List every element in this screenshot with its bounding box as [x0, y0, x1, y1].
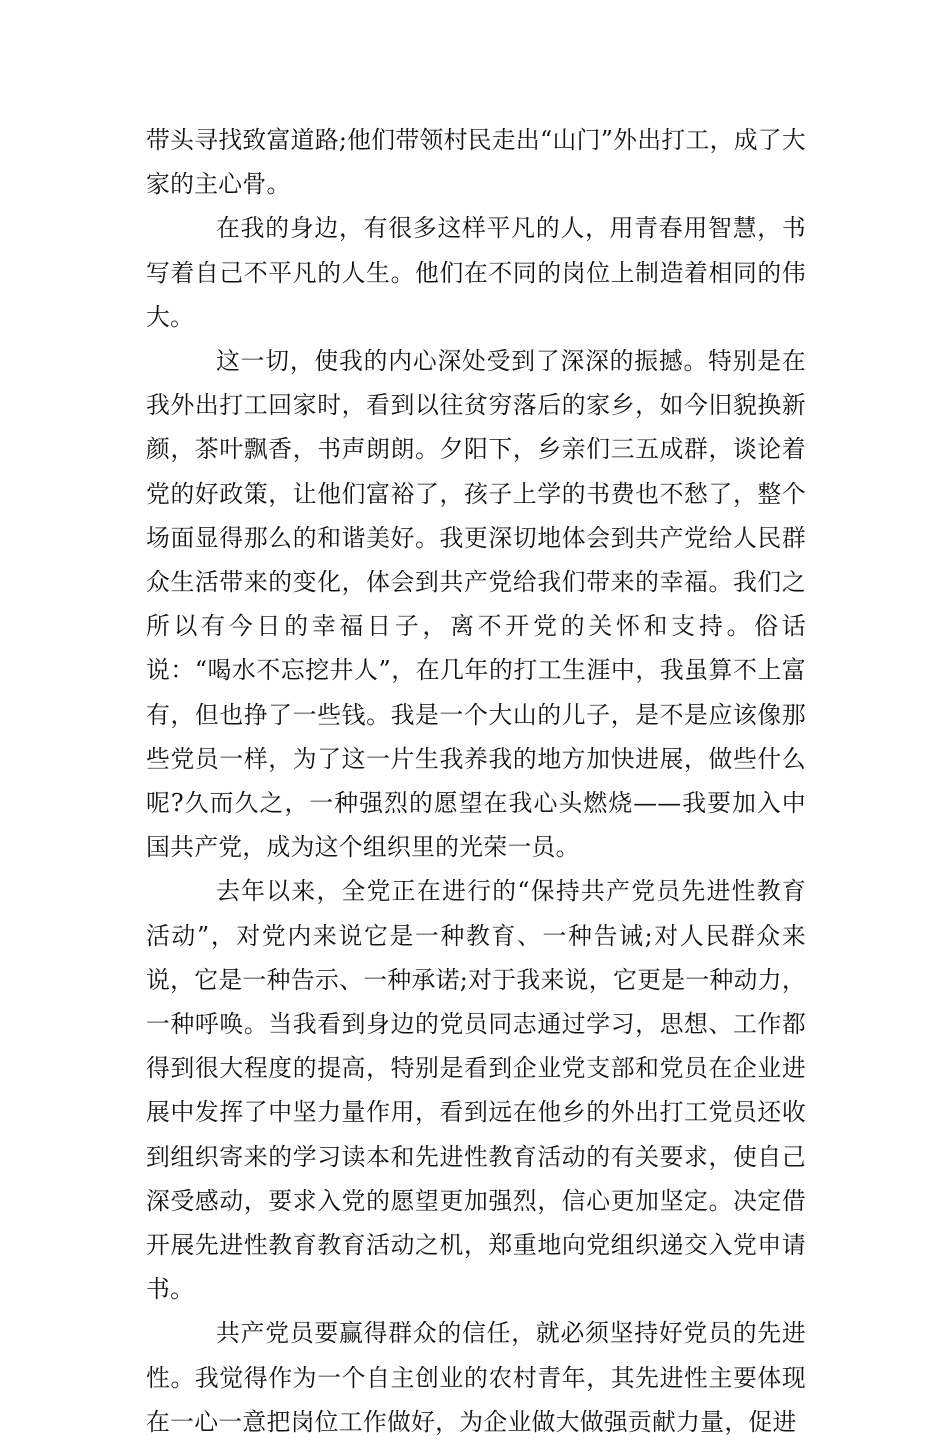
paragraph-1: 带头寻找致富道路;他们带领村民走出“山门”外出打工，成了大家的主心骨。: [146, 126, 806, 199]
paragraph-2: 在我的身边，有很多这样平凡的人，用青春用智慧，书写着自己不平凡的人生。他们在不同的岗位上制造着相同的伟大。: [146, 214, 806, 331]
paragraph-3: 这一切，使我的内心深处受到了深深的振撼。特别是在我外出打工回家时，看到以往贫穷落后的家乡，如今旧貌换新颜，茶叶飘香，书声朗朗。夕阳下，乡亲们三五成群，谈论着党的好政策，让他们富裕了，孩子上学的书费也不愁了，整个场面显得那么的和谐美好。我更深切地体会到共产党给人民群众生活带来的变化，体会到共产党给我们带来的幸福。我们之所以有今日的幸福日子，离不开党的关怀和支持。俗话说：“喝水不忘挖井人”，在几年的打工生涯中，我虽算不上富有，但也挣了一些钱。我是一个大山的儿子，是不是应该像那些党员一样，为了这一片生我养我的地方加快进展，做些什么呢?久而久之，一种强烈的愿望在我心头燃烧——我要加入中国共产党，成为这个组织里的光荣一员。: [146, 347, 806, 862]
paragraph-4: 去年以来，全党正在进行的“保持共产党员先进性教育活动”，对党内来说它是一种教育、一种告诫;对人民群众来说，它是一种告示、一种承诺;对于我来说，它更是一种动力，一种呼唤。当我看到身边的党员同志通过学习，思想、工作都得到很大程度的提高，特别是看到企业党支部和党员在企业进展中发挥了中坚力量作用，看到远在他乡的外出打工党员还收到组织寄来的学习读本和先进性教育活动的有关要求，使自己深受感动，要求入党的愿望更加强烈，信心更加坚定。决定借开展先进性教育教育活动之机，郑重地向党组织递交入党申请书。: [146, 877, 806, 1304]
paragraph-5: 共产党员要赢得群众的信任，就必须坚持好党员的先进性。我觉得作为一个自主创业的农村青年，其先进性主要体现在一心一意把岗位工作做好，为企业做大做强贡献力量，促进: [146, 1319, 806, 1436]
document-body: [146, 118, 806, 1444]
